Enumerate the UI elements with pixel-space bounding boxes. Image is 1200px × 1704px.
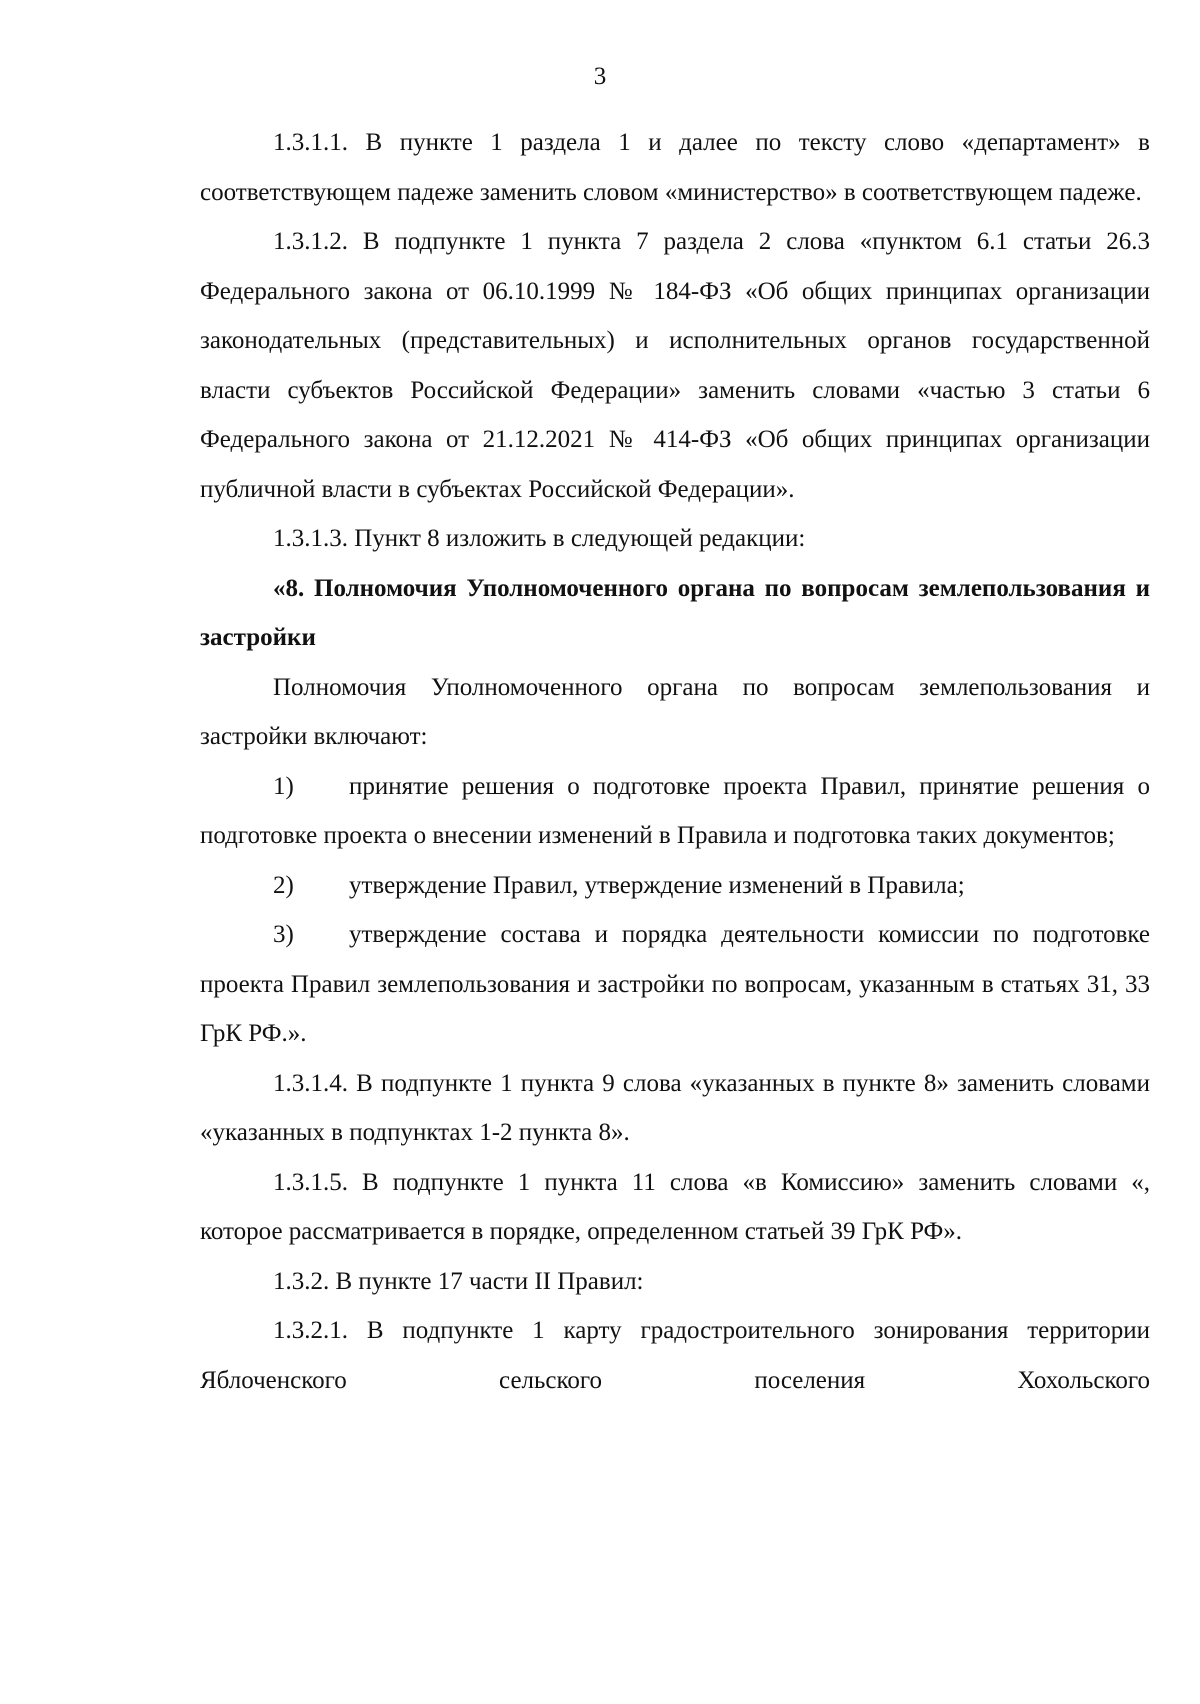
- list-item-text: утверждение Правил, утверждение изменений в Правила;: [349, 871, 965, 899]
- list-item: [200, 762, 1150, 861]
- paragraph-1-3-2: 1.3.2. В пункте 17 части II Правил:: [273, 1267, 644, 1295]
- section-heading-8: «8. Полномочия Уполномоченного органа по вопросам землепользования и застройки: [200, 574, 1150, 651]
- paragraph-1-3-2-1: 1.3.2.1. В подпункте 1 карту градостроительного зонирования территории Яблоченского сельского поселения Хохольского: [200, 1317, 1150, 1394]
- list-item-number: 1): [273, 772, 294, 800]
- paragraph-1-3-1-1: 1.3.1.1. В пункте 1 раздела 1 и далее по тексту слово «департамент» в соответствующем падеже заменить словом «министерство» в соответствующем падеже.: [200, 129, 1150, 206]
- paragraph-1-3-1-2: 1.3.1.2. В подпункте 1 пункта 7 раздела 2 слова «пунктом 6.1 статьи 26.3 Федерального закона от 06.10.1999 № 184-ФЗ «Об общих принципах организации законодательных (представительных) и исполнительных органов государственной власти субъектов Российской Федерации» заменить словами «частью 3 статьи 6 Федерального закона от 21.12.2021 № 414-ФЗ «Об общих принципах организации публичной власти в субъектах Российской Федерации».: [200, 228, 1150, 503]
- list-item-text: принятие решения о подготовке проекта Правил, принятие решения о подготовке проекта о внесении изменений в Правила и подготовка таких документов;: [200, 772, 1150, 849]
- document-body: [200, 118, 1150, 1405]
- list-item-number: 2): [273, 871, 294, 899]
- paragraph-1-3-1-4: 1.3.1.4. В подпункте 1 пункта 9 слова «указанных в пункте 8» заменить словами «указанных в подпунктах 1-2 пункта 8».: [200, 1069, 1150, 1146]
- paragraph-1-3-1-3: 1.3.1.3. Пункт 8 изложить в следующей редакции:: [273, 525, 806, 552]
- list-item: [200, 861, 1150, 911]
- list-item-number: 3): [273, 921, 294, 948]
- list-item: [200, 910, 1150, 1059]
- paragraph-1-3-1-5: 1.3.1.5. В подпункте 1 пункта 11 слова «в Комиссию» заменить словами «, которое рассматривается в порядке, определенном статьей 39 ГрК РФ».: [200, 1168, 1150, 1245]
- page-number: 3: [593, 63, 607, 90]
- paragraph-powers-intro: Полномочия Уполномоченного органа по вопросам землепользования и застройки включают:: [200, 673, 1150, 750]
- list-item-text: утверждение состава и порядка деятельности комиссии по подготовке проекта Правил землепользования и застройки по вопросам, указанным в статьях 31, 33 ГрК РФ.».: [200, 921, 1150, 1047]
